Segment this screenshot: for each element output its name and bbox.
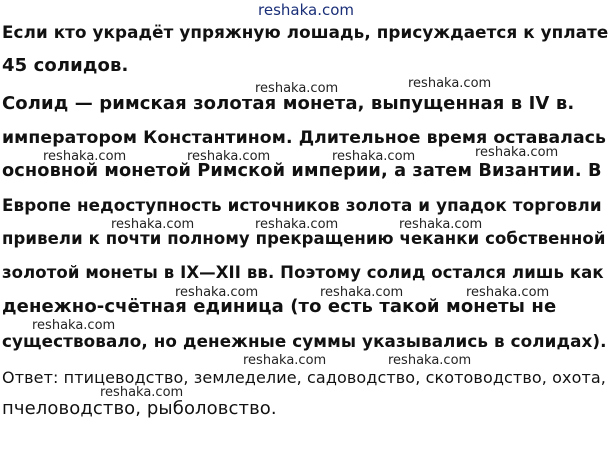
watermark: reshaka.com [43,149,127,164]
watermark: reshaka.com [320,285,404,300]
paragraph2-line5: привели к почти полному прекращению чеканки собственной [2,229,606,248]
watermark: reshaka.com [408,76,492,91]
watermark: reshaka.com [399,217,483,232]
watermark: reshaka.com [255,81,339,96]
paragraph2-line3: основной монетой Римской империи, а затем Византии. В [2,161,602,181]
watermark: reshaka.com [475,145,559,160]
paragraph2-line7: денежно-счётная единица (то есть такой монеты не [2,296,557,317]
watermark: reshaka.com [466,285,550,300]
watermark: reshaka.com [175,285,259,300]
paragraph2-line8: существовало, но денежные суммы указывались в солидах). [2,331,607,351]
paragraph1-line1: Если кто украдёт упряжную лошадь, присуждается к уплате [2,22,609,42]
watermark: reshaka.com [187,149,271,164]
paragraph2-line1: Солид — римская золотая монета, выпущенная в IV в. [2,93,575,114]
answer-line1: Ответ: птицеводство, земледелие, садоводство, скотоводство, охота, [2,368,606,387]
watermark: reshaka.com [32,318,116,333]
paragraph2-line6: золотой монеты в IX—XII вв. Поэтому солид остался лишь как [2,263,604,282]
paragraph2-line4: Европе недоступность источников золота и упадок торговли [2,195,602,215]
paragraph1-line2: 45 солидов. [2,55,129,76]
watermark: reshaka.com [388,353,472,368]
watermark: reshaka.com [100,385,184,400]
watermark: reshaka.com [255,217,339,232]
watermark: reshaka.com [332,149,416,164]
paragraph2-line2: императором Константином. Длительное время оставалась [2,128,607,148]
watermark: reshaka.com [111,217,195,232]
watermark: reshaka.com [258,1,354,19]
watermark: reshaka.com [243,353,327,368]
answer-line2: пчеловодство, рыболовство. [2,398,277,419]
